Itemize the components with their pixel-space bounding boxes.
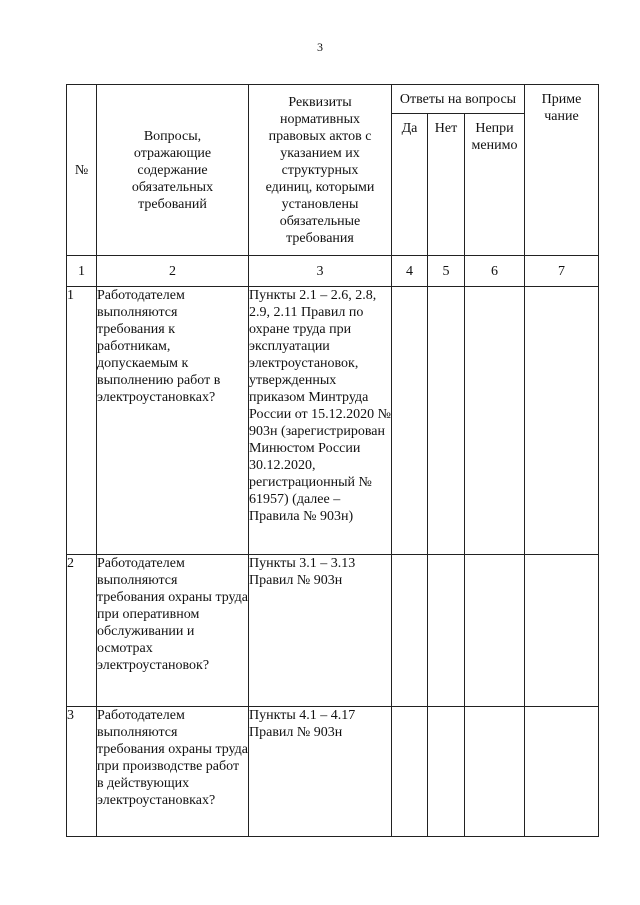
row-requisites: Пункты 3.1 – 3.13 Правил № 903н [249, 555, 392, 707]
row-requisites: Пункты 2.1 – 2.6, 2.8, 2.9, 2.11 Правил по охране труда при эксплуатации электроустановок, утвержденных приказом Минтруда России от 15.12.2020 № 903н (зарегистрирован Минюстом России 30.12.2020, регистрационный № 61957) (далее – Правила № 903н) [249, 287, 392, 555]
answer-no-cell[interactable] [428, 555, 465, 707]
answer-not-applicable-cell[interactable] [465, 287, 525, 555]
column-number: 5 [428, 256, 465, 287]
table-row [67, 555, 599, 707]
column-number-row [67, 256, 599, 287]
column-number: 7 [525, 256, 599, 287]
row-question: Работодателем выполняются требования к работникам, допускаемым к выполнению работ в электроустановках? [97, 287, 249, 555]
note-cell[interactable] [525, 287, 599, 555]
answer-yes-cell[interactable] [392, 707, 428, 837]
header-requisites: Реквизиты нормативных правовых актов с указанием их структурных единиц, которыми установлены обязательные требования [249, 85, 392, 256]
header-no: Нет [428, 114, 465, 256]
row-question: Работодателем выполняются требования охраны труда при производстве работ в действующих электроустановках? [97, 707, 249, 837]
note-cell[interactable] [525, 707, 599, 837]
row-requisites: Пункты 4.1 – 4.17 Правил № 903н [249, 707, 392, 837]
column-number: 3 [249, 256, 392, 287]
row-number: 2 [67, 555, 97, 707]
header-answers: Ответы на вопросы [392, 85, 525, 114]
header-note: Приме чание [525, 85, 599, 256]
table-row [67, 707, 599, 837]
header-not-applicable: Непри менимо [465, 114, 525, 256]
note-cell[interactable] [525, 555, 599, 707]
answer-yes-cell[interactable] [392, 287, 428, 555]
requirements-table [66, 84, 599, 837]
row-number: 3 [67, 707, 97, 837]
header-yes: Да [392, 114, 428, 256]
column-number: 1 [67, 256, 97, 287]
header-question: Вопросы, отражающие содержание обязательных требований [97, 85, 249, 256]
row-number: 1 [67, 287, 97, 555]
header-row-1 [67, 85, 599, 114]
header-num: № [67, 85, 97, 256]
answer-yes-cell[interactable] [392, 555, 428, 707]
column-number: 2 [97, 256, 249, 287]
answer-not-applicable-cell[interactable] [465, 707, 525, 837]
answer-not-applicable-cell[interactable] [465, 555, 525, 707]
column-number: 4 [392, 256, 428, 287]
page-number: 3 [317, 40, 323, 54]
row-question: Работодателем выполняются требования охраны труда при оперативном обслуживании и осмотрах электроустановок? [97, 555, 249, 707]
table-row [67, 287, 599, 555]
answer-no-cell[interactable] [428, 707, 465, 837]
column-number: 6 [465, 256, 525, 287]
answer-no-cell[interactable] [428, 287, 465, 555]
